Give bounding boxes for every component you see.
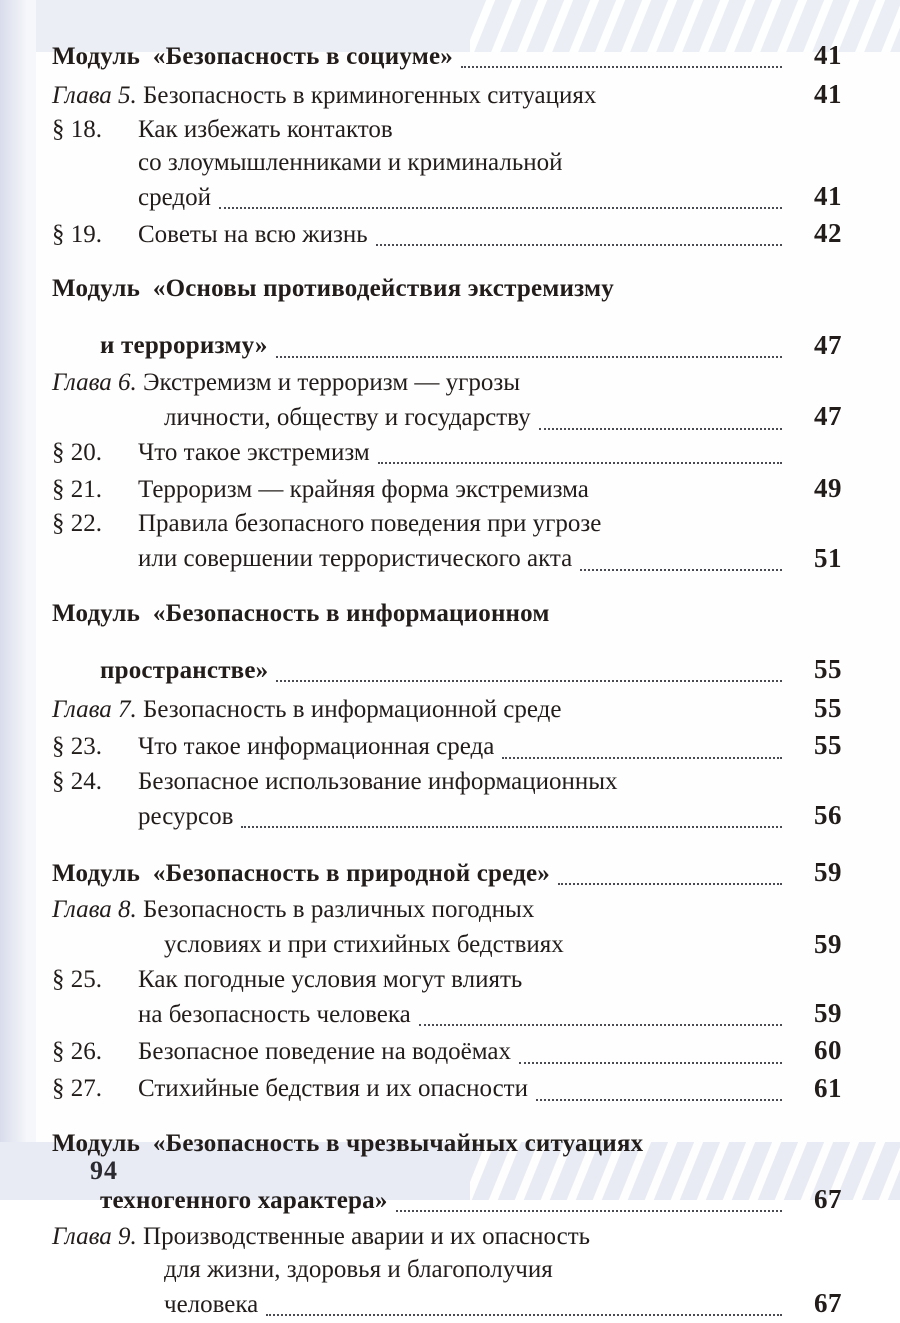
toc-line <box>52 691 842 726</box>
toc-line <box>52 598 842 631</box>
toc-line-label <box>52 41 453 74</box>
toc-line-label <box>52 508 601 541</box>
dot-leader <box>519 1062 782 1064</box>
toc-line <box>52 437 842 470</box>
toc-line <box>52 179 842 214</box>
toc-line-label <box>52 858 550 891</box>
toc-line-label <box>52 731 494 764</box>
toc-line <box>52 77 842 112</box>
dot-leader <box>219 207 782 209</box>
toc-line <box>52 927 842 962</box>
toc-line <box>52 1033 842 1068</box>
toc-line <box>52 798 842 833</box>
toc-line-text: или совершении террористического акта <box>138 545 573 573</box>
section-symbol: § 25. <box>52 965 102 993</box>
toc-line <box>52 652 842 687</box>
dot-leader <box>580 569 782 571</box>
toc-line-text: человека <box>164 1290 259 1318</box>
toc-line-label <box>52 1073 528 1106</box>
toc-page-number: 67 <box>814 1288 842 1319</box>
toc-entry-para <box>52 1071 842 1106</box>
toc-entry-module <box>52 855 842 890</box>
toc-line <box>52 273 842 306</box>
toc-line-label <box>52 219 368 252</box>
toc-line-label <box>52 474 589 507</box>
toc-entry-para <box>52 437 842 470</box>
toc-line-text: Безопасность в информационной среде <box>136 695 562 723</box>
toc-line-text: и терроризму» <box>100 332 268 360</box>
toc-line-text: средой <box>138 183 211 211</box>
toc-page-number: 49 <box>814 473 842 504</box>
toc-line-label <box>52 402 531 435</box>
toc-line <box>52 508 842 541</box>
toc-entry-module <box>52 273 842 363</box>
toc-line-text: Модуль «Безопасность в природной среде» <box>52 859 550 887</box>
toc-entry-para <box>52 471 842 506</box>
toc-line-label <box>52 694 561 727</box>
toc-line <box>52 216 842 251</box>
toc-page-number: 55 <box>814 693 842 724</box>
toc-line <box>52 1128 842 1161</box>
toc-line-text: Терроризм — крайняя форма экстремизма <box>138 475 589 503</box>
dot-leader <box>419 1024 782 1026</box>
table-of-contents <box>52 16 842 1323</box>
toc-line-text: Экстремизм и терроризм — угрозы <box>136 368 521 396</box>
dot-leader <box>558 883 782 885</box>
toc-line-label <box>52 801 233 834</box>
toc-line-text: пространстве» <box>100 656 269 684</box>
toc-line-label <box>52 437 370 470</box>
dot-leader <box>502 757 782 759</box>
toc-line-text: Модуль «Безопасность в информационном <box>52 599 550 627</box>
toc-line-text: Как погодные условия могут влиять <box>138 965 523 993</box>
toc-line <box>52 147 842 180</box>
toc-page-number: 56 <box>814 800 842 831</box>
toc-line-label <box>52 929 564 962</box>
toc-line-text: Безопасное использование информационных <box>138 767 618 795</box>
toc-entry-chapter <box>52 894 842 962</box>
toc-line <box>52 541 842 576</box>
toc-entry-module <box>52 1128 842 1218</box>
left-gutter-band-inner <box>26 0 36 1200</box>
dot-leader <box>536 1099 782 1101</box>
toc-line-label <box>52 766 618 799</box>
toc-line-text: Как избежать контактов <box>138 116 393 144</box>
toc-line <box>52 766 842 799</box>
toc-page-number: 41 <box>814 79 842 110</box>
toc-line <box>52 114 842 147</box>
toc-line-label <box>52 999 411 1032</box>
dot-leader <box>266 1314 782 1316</box>
dot-leader <box>276 680 782 682</box>
toc-line-text: условиях и при стихийных бедствиях <box>164 931 564 959</box>
toc-entry-chapter <box>52 691 842 726</box>
toc-line-text: техногенного характера» <box>100 1186 388 1214</box>
dot-leader <box>539 428 782 430</box>
toc-line-text: Что такое информационная среда <box>138 733 495 761</box>
section-symbol: § 23. <box>52 733 102 761</box>
toc-line <box>52 728 842 763</box>
toc-line-text: Правила безопасного поведения при угрозе <box>138 510 602 538</box>
toc-line-text: Что такое экстремизм <box>138 438 370 466</box>
toc-line-text: Безопасность в различных погодных <box>136 896 535 924</box>
toc-line-label <box>52 182 211 215</box>
toc-line-text: со злоумышленниками и криминальной <box>138 148 563 176</box>
toc-line-label <box>52 367 520 400</box>
section-symbol: § 19. <box>52 220 102 248</box>
dot-leader <box>378 462 782 464</box>
toc-entry-para <box>52 964 842 1032</box>
toc-line-label <box>52 1254 553 1287</box>
toc-page-number: 59 <box>814 998 842 1029</box>
toc-line-label <box>52 80 596 113</box>
toc-line-label <box>52 1185 388 1218</box>
toc-line <box>52 38 842 73</box>
toc-line-label <box>52 330 268 363</box>
toc-line-label <box>52 598 550 631</box>
toc-page-number: 41 <box>814 40 842 70</box>
toc-line-label <box>52 147 563 180</box>
page-number: 94 <box>90 1156 118 1185</box>
toc-line <box>52 1254 842 1287</box>
toc-entry-para <box>52 508 842 576</box>
toc-page-number: 59 <box>814 857 842 888</box>
toc-line-label <box>52 114 393 147</box>
section-symbol: § 27. <box>52 1075 102 1103</box>
toc-line <box>52 399 842 434</box>
toc-line-text: на безопасность человека <box>138 1000 411 1028</box>
toc-line-text: Советы на всю жизнь <box>138 220 368 248</box>
toc-entry-para <box>52 1033 842 1068</box>
toc-entry-para <box>52 728 842 763</box>
toc-line <box>52 1286 842 1321</box>
toc-line <box>52 855 842 890</box>
toc-page-number: 41 <box>814 181 842 212</box>
toc-line <box>52 328 842 363</box>
section-symbol: § 24. <box>52 767 102 795</box>
toc-line <box>52 367 842 400</box>
toc-entry-chapter <box>52 77 842 112</box>
toc-entry-para <box>52 216 842 251</box>
toc-entry-chapter <box>52 1221 842 1321</box>
toc-line-text: ресурсов <box>138 802 234 830</box>
toc-page-number: 51 <box>814 542 842 573</box>
toc-entry-module <box>52 598 842 688</box>
toc-line <box>52 894 842 927</box>
toc-page-number: 42 <box>814 218 842 249</box>
toc-line-label <box>52 964 522 997</box>
toc-line-label <box>52 1036 511 1069</box>
left-gutter-band <box>0 0 26 1200</box>
section-symbol: § 22. <box>52 510 102 538</box>
toc-line-label <box>52 1128 643 1161</box>
toc-entry-chapter <box>52 367 842 435</box>
toc-entry-para <box>52 114 842 214</box>
toc-page-number: 47 <box>814 401 842 432</box>
section-symbol: § 21. <box>52 475 102 503</box>
toc-line-text: для жизни, здоровья и благополучия <box>164 1255 553 1283</box>
toc-line-label <box>52 543 572 576</box>
toc-page-number: 55 <box>814 730 842 761</box>
toc-line-text: Безопасность в криминогенных ситуациях <box>136 81 597 109</box>
toc-line-label <box>52 655 268 688</box>
toc-page-number: 59 <box>814 928 842 959</box>
section-symbol: § 18. <box>52 116 102 144</box>
toc-line <box>52 964 842 997</box>
toc-entry-module <box>52 38 842 73</box>
toc-line-text: Модуль «Основы противодействия экстремизму <box>52 275 614 303</box>
toc-page-number: 55 <box>814 654 842 685</box>
toc-line-text: Безопасное поведение на водоёмах <box>138 1038 512 1065</box>
toc-line-text: Производственные аварии и их опасность <box>136 1223 591 1251</box>
toc-line-text: личности, обществу и государству <box>164 404 531 432</box>
section-symbol: § 20. <box>52 438 102 466</box>
dot-leader <box>376 244 782 246</box>
toc-entry-para <box>52 766 842 834</box>
dot-leader <box>276 356 782 358</box>
toc-line-label <box>52 273 614 306</box>
chapter-label: Глава 6. <box>52 368 137 396</box>
toc-line-text: Модуль «Безопасность в чрезвычайных ситуациях <box>52 1129 644 1157</box>
toc-line-label <box>52 1289 258 1322</box>
toc-line-text: Модуль «Безопасность в социуме» <box>52 42 453 70</box>
toc-page-number: 67 <box>814 1184 842 1215</box>
section-symbol: § 26. <box>52 1038 102 1065</box>
toc-line-text: Стихийные бедствия и их опасности <box>138 1075 528 1103</box>
chapter-label: Глава 8. <box>52 896 137 924</box>
toc-line-label <box>52 1221 590 1254</box>
dot-leader <box>241 826 782 828</box>
dot-leader <box>461 66 782 68</box>
toc-page-number: 61 <box>814 1072 842 1103</box>
chapter-label: Глава 5. <box>52 81 137 109</box>
toc-line <box>52 996 842 1031</box>
chapter-label: Глава 7. <box>52 695 137 723</box>
toc-line <box>52 1221 842 1254</box>
toc-line-label <box>52 894 534 927</box>
toc-line <box>52 1071 842 1106</box>
toc-page-number: 47 <box>814 329 842 360</box>
dot-leader <box>396 1210 782 1212</box>
toc-page-number: 60 <box>814 1035 842 1066</box>
chapter-label: Глава 9. <box>52 1223 137 1251</box>
toc-line <box>52 471 842 506</box>
